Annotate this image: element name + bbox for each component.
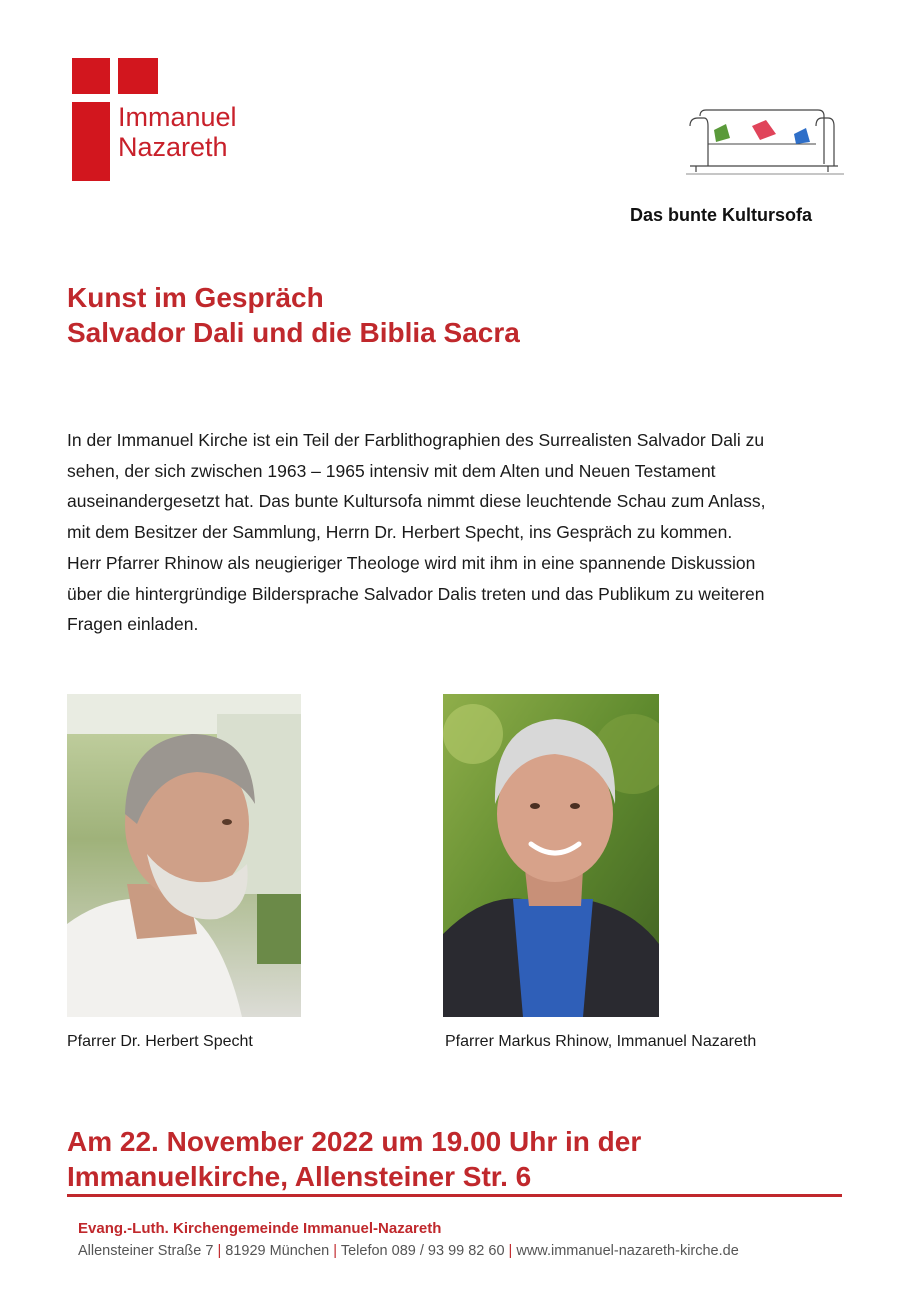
footer-phone: Telefon 089 / 93 99 82 60 <box>340 1243 505 1259</box>
body-line: In der Immanuel Kirche ist ein Teil der Farblithographien des Surrealisten Salvador Dali zu <box>67 430 765 450</box>
footer-address <box>78 1243 739 1259</box>
photo-caption-specht: Pfarrer Dr. Herbert Specht <box>67 1033 253 1050</box>
logo-line-1: Immanuel <box>118 102 237 132</box>
logo-wordmark <box>118 102 237 162</box>
photo-markus-rhinow <box>443 694 659 1017</box>
logo-line-2: Nazareth <box>118 132 228 162</box>
body-line: mit dem Besitzer der Sammlung, Herrn Dr. Herbert Specht, ins Gespräch zu kommen. <box>67 522 733 543</box>
footer-separator: | <box>333 1243 338 1259</box>
footer-separator: | <box>508 1243 513 1259</box>
sofa-caption: Das bunte Kultursofa <box>630 205 813 225</box>
footer-street: Allensteiner Straße 7 <box>78 1243 214 1259</box>
logo <box>72 58 272 184</box>
event-line-1: Am 22. November 2022 um 19.00 Uhr in der <box>67 1126 642 1157</box>
logo-bar <box>72 102 110 181</box>
footer-website-link[interactable]: www.immanuel-nazareth-kirche.de <box>516 1243 739 1259</box>
body-line: Herr Pfarrer Rhinow als neugieriger Theologe wird mit ihm in eine spannende Diskussion <box>67 552 756 573</box>
body-line: sehen, der sich zwischen 1963 – 1965 intensiv mit dem Alten und Neuen Testament <box>67 460 716 481</box>
body-line: über die hintergründige Bildersprache Salvador Dalis treten und das Publikum zu weiteren <box>67 583 765 604</box>
logo-square-right <box>118 58 158 94</box>
title-line-2: Salvador Dali und die Biblia Sacra <box>67 317 520 348</box>
photo-herbert-specht <box>67 694 301 1017</box>
body-line: Fragen einladen. <box>67 614 199 635</box>
page-title <box>67 280 520 350</box>
divider-line <box>67 1194 842 1197</box>
event-line-2: Immanuelkirche, Allensteiner Str. 6 <box>67 1161 532 1192</box>
footer-organization: Evang.-Luth. Kirchengemeinde Immanuel-Nazareth <box>78 1220 442 1237</box>
footer-separator: | <box>217 1243 222 1259</box>
event-info <box>67 1124 641 1194</box>
footer-city: 81929 München <box>225 1243 330 1259</box>
title-line-1: Kunst im Gespräch <box>67 282 324 313</box>
logo-square-left <box>72 58 110 94</box>
sofa-sketch-icon <box>686 104 846 182</box>
photo-caption-rhinow: Pfarrer Markus Rhinow, Immanuel Nazareth <box>445 1033 757 1050</box>
body-line: auseinandergesetzt hat. Das bunte Kultursofa nimmt diese leuchtende Schau zum Anlass, <box>67 491 766 512</box>
body-paragraph <box>67 425 867 640</box>
